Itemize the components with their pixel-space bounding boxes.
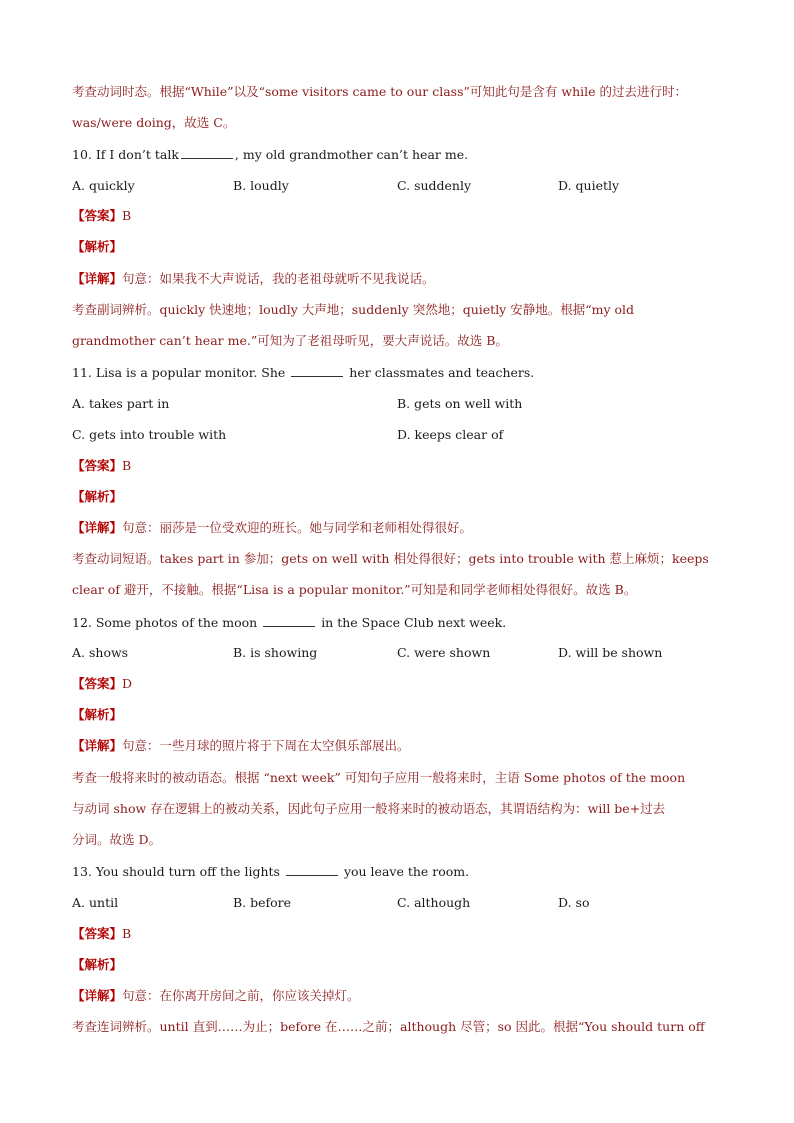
q10-analysis-label: 【解析】 [72,239,123,254]
q12-explain-3: 分词。故选 D。 [72,832,161,847]
q12-explain-2: 与动词 show 存在逻辑上的被动关系，因此句子应用一般将来时的被动语态，其谓语结构为：will be+过去 [72,801,666,816]
answer-label: 【答案】 [72,676,123,691]
q13-option-a: A. until [72,895,119,910]
answer-value: D [122,676,133,691]
q10-explain-2: grandmother can’t hear me.”可知为了老祖母听见，要大声说话。故选 B。 [72,333,508,348]
q12-option-b: B. is showing [233,645,318,660]
q10-option-b: B. loudly [233,178,289,193]
q13-option-c: C. although [397,895,471,910]
q11-option-a: A. takes part in [72,396,170,411]
question-11-stem [72,364,534,381]
q10-explain-1: 考查副词辨析。quickly 快速地；loudly 大声地；suddenly 突然地；quietly 安静地。根据“my old [72,302,635,317]
q13-explain-1: 考查连词辨析。until 直到……为止；before 在……之前；although 尽管；so 因此。根据“You should turn off [72,1019,705,1034]
q11-detail [72,520,472,536]
detail-label: 【详解】 [72,988,123,1003]
answer-value: B [122,458,132,473]
question-12-stem [72,614,506,631]
answer-label: 【答案】 [72,458,123,473]
answer-label: 【答案】 [72,926,123,941]
q11-explain-1: 考查动词短语。takes part in 参加；gets on well with 相处得很好；gets into trouble with 惹上麻烦；keeps [72,551,709,566]
detail-meaning: 句意：一些月球的照片将于下周在太空俱乐部展出。 [122,738,410,753]
answer-blank [263,614,315,627]
q12-answer [72,676,132,692]
answer-value: B [122,208,132,223]
stem-after: you leave the room. [343,864,470,879]
question-10-stem [72,146,468,163]
intro-line-1: 考查动词时态。根据“While”以及“some visitors came to our class”可知此句是含有 while 的过去进行时： [72,84,687,99]
detail-meaning: 句意：如果我不大声说话，我的老祖母就听不见我说话。 [122,271,435,286]
answer-value: B [122,926,132,941]
detail-label: 【详解】 [72,520,123,535]
stem-before: 10. If I don’t talk [72,147,179,162]
detail-label: 【详解】 [72,271,123,286]
stem-before: 12. Some photos of the moon [72,615,258,630]
stem-before: 11. Lisa is a popular monitor. She [72,365,286,380]
q13-option-b: B. before [233,895,292,910]
answer-blank [286,863,338,876]
intro-line-2: was/were doing，故选 C。 [72,115,236,130]
detail-label: 【详解】 [72,738,123,753]
answer-blank [291,364,343,377]
q13-option-d: D. so [558,895,590,910]
q12-option-c: C. were shown [397,645,491,660]
q11-option-b: B. gets on well with [397,396,523,411]
q11-explain-2: clear of 避开，不接触。根据“Lisa is a popular monitor.”可知是和同学老师相处得很好。故选 B。 [72,582,637,597]
stem-after: in the Space Club next week. [321,615,507,630]
q10-option-d: D. quietly [558,178,620,193]
answer-blank [181,146,233,159]
q11-option-d: D. keeps clear of [397,427,504,442]
q12-option-d: D. will be shown [558,645,663,660]
question-13-stem [72,863,469,880]
q12-option-a: A. shows [72,645,129,660]
q10-answer [72,208,131,224]
stem-after: , my old grandmother can’t hear me. [234,147,469,162]
q13-detail [72,988,360,1004]
stem-after: her classmates and teachers. [349,365,535,380]
q12-detail [72,738,410,754]
answer-label: 【答案】 [72,208,123,223]
q12-analysis-label: 【解析】 [72,707,123,722]
detail-meaning: 句意：丽莎是一位受欢迎的班长。她与同学和老师相处得很好。 [122,520,473,535]
q10-option-c: C. suddenly [397,178,472,193]
q11-analysis-label: 【解析】 [72,489,123,504]
q12-explain-1: 考查一般将来时的被动语态。根据 “next week” 可知句子应用一般将来时，主语 Some photos of the moon [72,770,686,785]
q11-answer [72,458,131,474]
stem-before: 13. You should turn off the lights [72,864,280,879]
q13-answer [72,926,131,942]
q10-detail [72,271,435,287]
q10-option-a: A. quickly [72,178,135,193]
detail-meaning: 句意：在你离开房间之前，你应该关掉灯。 [122,988,360,1003]
q13-analysis-label: 【解析】 [72,957,123,972]
q11-option-c: C. gets into trouble with [72,427,227,442]
